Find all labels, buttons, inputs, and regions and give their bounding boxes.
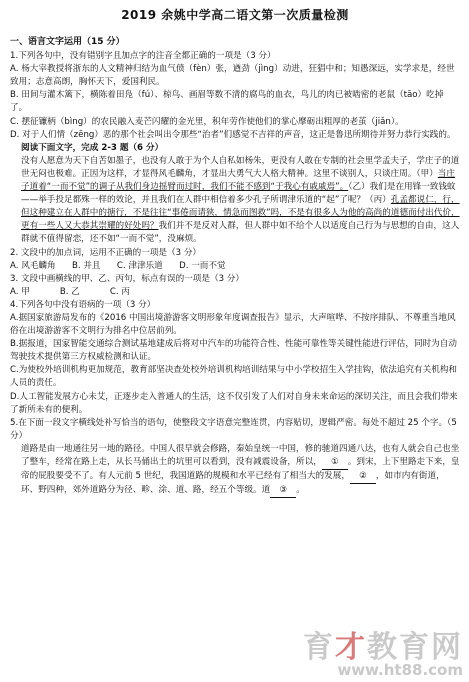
answer-blank-1[interactable]: ① bbox=[322, 456, 348, 470]
q5-text-6: 。 bbox=[296, 485, 305, 496]
passage-underlined-jia: 当庄子道着“一而不觉”的调子从我们身边摇臂而过时，我们不能不感到“于我心有戚戚焉”。 bbox=[21, 168, 455, 193]
reading-passage bbox=[10, 155, 460, 247]
question-3-options: A. 甲 B. 乙 C. 丙 bbox=[10, 286, 130, 297]
passage-sentence-3: （乙）我们是在用锋一致钱蚊——举手投足都殊一样的效论，并且我们在人群中相信着多少孔子所谓津乐道的“起”了呢？（丙） bbox=[21, 182, 456, 206]
question-1-option-c: C. 摆征镰柄（bìng）的农民融入麦芒闪耀的金光里，积年劳作使他们的掌心摩砺出粗厚的老茧（jiǎn）。 bbox=[10, 116, 404, 127]
site-watermark bbox=[303, 630, 463, 679]
q5-text-5: 环、野四种，郊外道路分为径、畛、涂、道、路，经五个等级。道 bbox=[21, 485, 271, 496]
passage-sentence-1: 没有人愿意为天下自苦如墨子，也没有人敢于为个人自私如杨朱，更没有人敢在专制的社会里学孟夫子，学庄子的道世无闷也极难。正因为这样，才显得风毛麟角，才显出大勇气大人格大精神。这里不谈别人，只谈庄周。（甲） bbox=[21, 155, 460, 179]
question-1-option-a: A. 杨大宰教授将浙东的人文精神归结为血气偾（fèn）张，遒劲（jìng）动进，狂猖中和；知愚深远，实学求是，经世致用；志意高朗，胸怀天下，爱国利民。 bbox=[10, 64, 455, 88]
question-4-option-c: C.为使校外培训机构更加规范，教育部坚决查处校外培训机构培训结果与中小学校招生入学挂钩，依法追究有关机构和人员的责任。 bbox=[10, 365, 458, 389]
q5-text-3: 元前 5 世纪，我国道路的规模和水平已经有了相当大的发展， bbox=[115, 471, 350, 482]
question-4-option-d: D.人工智能发展方心未艾，正逐步走入普通人的生活，这不仅引发了人们对自身未来命运的深切关注，而且会我们带来了新所未有的便利。 bbox=[10, 391, 458, 415]
question-5-passage bbox=[10, 443, 460, 498]
q5-text-1: 道路是由一地通往另一地的路径。中国人很早就会修路，秦始皇统一中国，修的驰道四通八达，也有人就会自己也坐了整车，经常在路上走，从长马俑出土的坑里可以看到，没有减震设备，所以， bbox=[21, 443, 460, 467]
passage-sentence-5: 我们并不是反对人群，但人群中如不给个人以适度自己行为与思想的自由，这人群就不值得留恋，还不如“一而不觉”，没麻烦。 bbox=[21, 221, 460, 245]
question-4-option-b: B.据报道，国家智能交通综合测试基地建成后将对中汽车的功能符合性、性能可靠性等关键性能进行评估，同时为自动驾驶技术提供第三方权威检测和认证。 bbox=[10, 339, 457, 363]
page-title: 2019 余姚中学高二语文第一次质量检测 bbox=[121, 8, 349, 22]
question-1-stem: 1.下列各句中，没有错别字且加点字的注音全都正确的一项是（3 分） bbox=[10, 51, 276, 62]
question-4-option-a: A.据国家旅游局发布的《2016 中国出境游游客文明形象年度调查报告》显示，大声喧哗、不按序排队、不尊重当地风俗在出境游游客不文明行为排名中位居前列。 bbox=[10, 312, 456, 337]
answer-blank-3[interactable]: ③ bbox=[270, 484, 296, 498]
watermark-logo-text: 育才教育网 bbox=[303, 630, 463, 665]
section-heading-language-use: 一、语言文字运用（15 分） bbox=[10, 37, 125, 47]
reading-instruction: 阅读下面文字，完成 2-3 题（6 分） bbox=[21, 142, 164, 153]
question-2-options: A. 风毛麟角 B. 并且 C. 津津乐道 D. 一而不觉 bbox=[10, 260, 226, 271]
question-1-option-b: B. 田间与灌木篱下，横陈着田凫（fú）、椋鸟、画眉等数不清的腐鸟的血衣，鸟儿的肉已被啮密的老鼠（tāo）吃掉了。 bbox=[10, 90, 444, 114]
exam-page bbox=[10, 6, 460, 498]
question-5-stem: 5.在下面一段文字横线处补写恰当的语句，使整段文字语意完整连贯，内容贴切，逻辑严密。每处不超过 25 个字。（5 分） bbox=[10, 417, 457, 441]
q5-text-4: ，如市内有街道， bbox=[375, 471, 445, 482]
watermark-url: www.ht88.com bbox=[337, 661, 463, 679]
passage-underlined-bing: 孔孟都说仁，行，但这种建立在人群中的搪行，不是往往“事倦而请狭，情急而图救”吗，不是有很多人为他的高尚的道德而付出代价，更有一些人又大恭其崇耀的好处吗？ bbox=[21, 195, 460, 232]
question-4-stem: 4.下列各句中没有语病的一项（3 分） bbox=[10, 299, 156, 310]
q5-text-2: 。到宋，上下里路走下来，皇帝的屁股要受不了。有人 bbox=[21, 457, 460, 482]
question-1-option-d: D. 对于人们情（zēng）恶的那个社会叫出令那些“治者”们感觉不吉祥的声音，这正是鲁迅所期待并努力恭行实践的。 bbox=[10, 129, 456, 140]
question-3-stem: 3. 文段中画横线的甲、乙、丙句，标点有误的一项是（3 分） bbox=[10, 273, 244, 284]
question-2-stem: 2. 文段中的加点词，运用不正确的一项是（3 分） bbox=[10, 247, 202, 258]
answer-blank-2[interactable]: ② bbox=[350, 470, 376, 484]
